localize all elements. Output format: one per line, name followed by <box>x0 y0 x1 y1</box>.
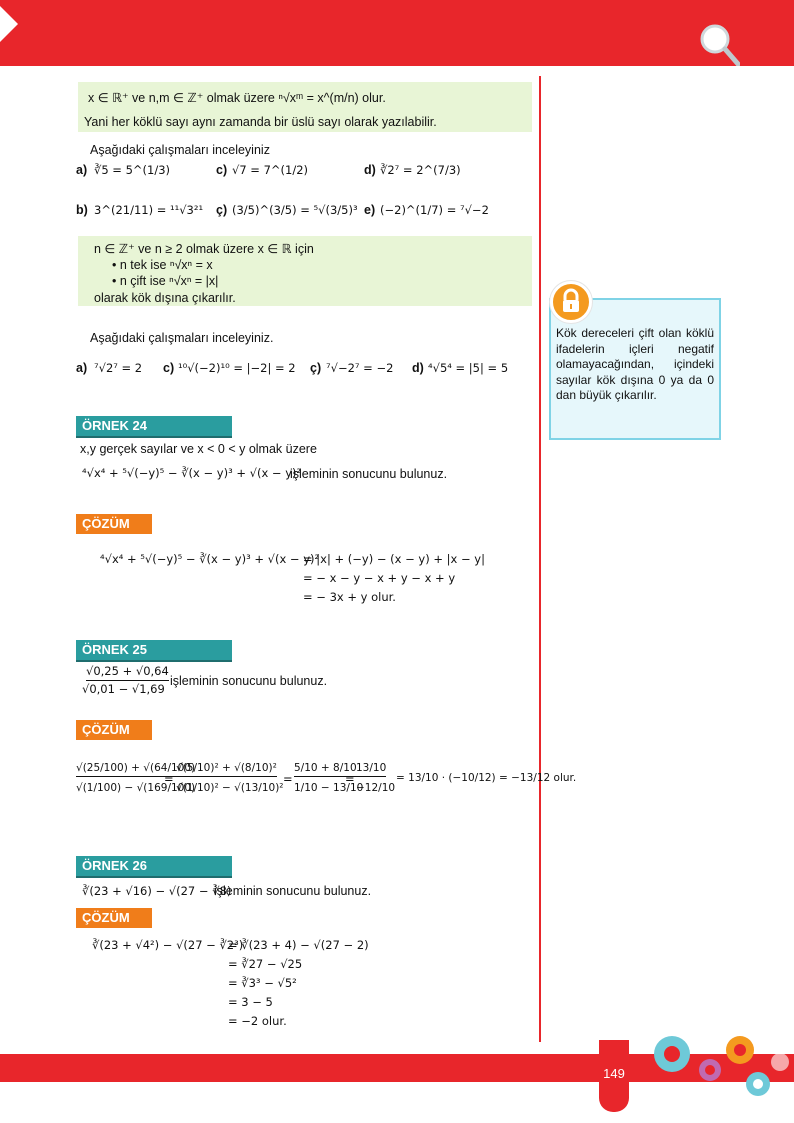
box1-line1: x ∈ ℝ⁺ ve n,m ∈ ℤ⁺ olmak üzere ⁿ√xᵐ = x^(m/n) olur. <box>88 91 386 105</box>
solution-25-eq3: = <box>345 772 355 786</box>
s1-item-b-expr: 3^(21/11) = ¹¹√3²¹ <box>94 203 204 217</box>
solution-25-eq1: = <box>164 772 174 786</box>
s2-item-c-label: c) <box>163 361 175 375</box>
box2-bullet1-text: n tek ise ⁿ√xⁿ = x <box>119 258 213 272</box>
box2-bullet2: • n çift ise ⁿ√xⁿ = |x| <box>112 274 219 288</box>
solution-25-s2-den: √(1/10)² − √(13/10)² <box>176 782 284 794</box>
s2-item-c-expr: ¹⁰√(−2)¹⁰ = |−2| = 2 <box>178 361 296 375</box>
solution-25-s2-num: √(5/10)² + √(8/10)² <box>176 762 277 777</box>
s1-item-d-label: d) <box>364 163 376 177</box>
example-25-question: işleminin sonucunu bulunuz. <box>170 674 328 688</box>
column-divider <box>539 76 541 1042</box>
solution-26-step4: = 3 − 5 <box>228 995 273 1009</box>
solution-26-lhs: ∛(23 + √4²) − √(27 − ∛2³) <box>92 938 244 952</box>
s2-item-a-label: a) <box>76 361 88 375</box>
s2-item-cc-expr: ⁷√−2⁷ = −2 <box>326 361 394 375</box>
s1-item-a-expr: ∛5 = 5^(1/3) <box>94 163 171 177</box>
solution-24-lhs: ⁴√x⁴ + ⁵√(−y)⁵ − ∛(x − y)³ + √(x − y)² <box>100 552 320 566</box>
lock-icon <box>550 281 592 323</box>
example-26-label: ÖRNEK 26 <box>76 856 232 878</box>
section2-intro: Aşağıdaki çalışmaları inceleyiniz. <box>90 331 274 345</box>
box2-line2: olarak kök dışına çıkarılır. <box>94 291 236 305</box>
solution-25-s1-den: √(1/100) − √(169/100) <box>76 782 196 794</box>
example-26-question: işleminin sonucunu bulunuz. <box>214 884 372 898</box>
solution-24-step1: = |x| + (−y) − (x − y) + |x − y| <box>303 552 485 566</box>
page-number: 149 <box>603 1066 625 1081</box>
solution-26-step1: = ∛(23 + 4) − √(27 − 2) <box>228 938 369 952</box>
example-24-expr: ⁴√x⁴ + ⁵√(−y)⁵ − ∛(x − y)³ + √(x − y)² <box>82 466 302 480</box>
s1-item-cc-label: ç) <box>216 203 228 217</box>
solution-26-step5: = −2 olur. <box>228 1014 287 1028</box>
gears-icon <box>640 1036 790 1096</box>
solution-25-s5: = 13/10 · (−10/12) = −13/12 olur. <box>396 772 577 784</box>
solution-25-label: ÇÖZÜM <box>76 720 152 740</box>
solution-26-step3: = ∛3³ − √5² <box>228 976 297 990</box>
solution-24-step3: = − 3x + y olur. <box>303 590 396 604</box>
s1-item-e-label: e) <box>364 203 376 217</box>
solution-24-step2: = − x − y − x + y − x + y <box>303 571 456 585</box>
s1-item-c-expr: √7 = 7^(1/2) <box>232 163 309 177</box>
magnifier-icon <box>698 22 740 66</box>
solution-24-label: ÇÖZÜM <box>76 514 152 534</box>
s1-item-b-label: b) <box>76 203 88 217</box>
s1-item-cc-expr: (3/5)^(3/5) = ⁵√(3/5)³ <box>232 203 358 217</box>
header-notch <box>0 6 18 42</box>
example-25-num: √0,25 + √0,64 <box>86 664 169 681</box>
solution-25-s3-num: 5/10 + 8/10 <box>294 762 357 777</box>
solution-26-step2: = ∛27 − √25 <box>228 957 303 971</box>
solution-25-s4-den: −12/10 <box>356 782 396 794</box>
side-note-text: Kök dereceleri çift olan köklü ifadelerin içleri negatif olamayacağından, içindeki sayılar kök dışına 0 ya da 0 dan büyük çıkarılır. <box>556 326 714 402</box>
box1-line2: Yani her köklü sayı aynı zamanda bir üslü sayı olarak yazılabilir. <box>84 115 437 129</box>
s1-item-d-expr: ∛2⁷ = 2^(7/3) <box>380 163 461 177</box>
box2-line1: n ∈ ℤ⁺ ve n ≥ 2 olmak üzere x ∈ ℝ için <box>94 242 314 256</box>
example-24-label: ÖRNEK 24 <box>76 416 232 438</box>
box2-bullet1: • n tek ise ⁿ√xⁿ = x <box>112 258 213 272</box>
s2-item-cc-label: ç) <box>310 361 322 375</box>
s1-item-c-label: c) <box>216 163 228 177</box>
example-24-line1: x,y gerçek sayılar ve x < 0 < y olmak üzere <box>80 442 317 456</box>
example-24-question: işleminin sonucunu bulunuz. <box>290 467 448 481</box>
s1-item-a-label: a) <box>76 163 88 177</box>
section1-intro: Aşağıdaki çalışmaları inceleyiniz <box>90 143 270 157</box>
solution-25-s4-num: 13/10 <box>356 762 386 777</box>
solution-25-eq2: = <box>283 772 293 786</box>
solution-26-label: ÇÖZÜM <box>76 908 152 928</box>
example-25-den: √0,01 − √1,69 <box>82 682 165 696</box>
solution-25-s3-den: 1/10 − 13/10 <box>294 782 364 794</box>
example-26-expr: ∛(23 + √16) − √(27 − ∛8) <box>82 884 232 898</box>
example-25-label: ÖRNEK 25 <box>76 640 232 662</box>
s2-item-a-expr: ⁷√2⁷ = 2 <box>94 361 143 375</box>
s2-item-d-label: d) <box>412 361 424 375</box>
solution-25-s1-num: √(25/100) + √(64/100) <box>76 762 195 777</box>
box2-bullet2-text: n çift ise ⁿ√xⁿ = |x| <box>119 274 219 288</box>
header-bar <box>0 0 794 66</box>
s2-item-d-expr: ⁴√5⁴ = |5| = 5 <box>428 361 509 375</box>
s1-item-e-expr: (−2)^(1/7) = ⁷√−2 <box>380 203 489 217</box>
